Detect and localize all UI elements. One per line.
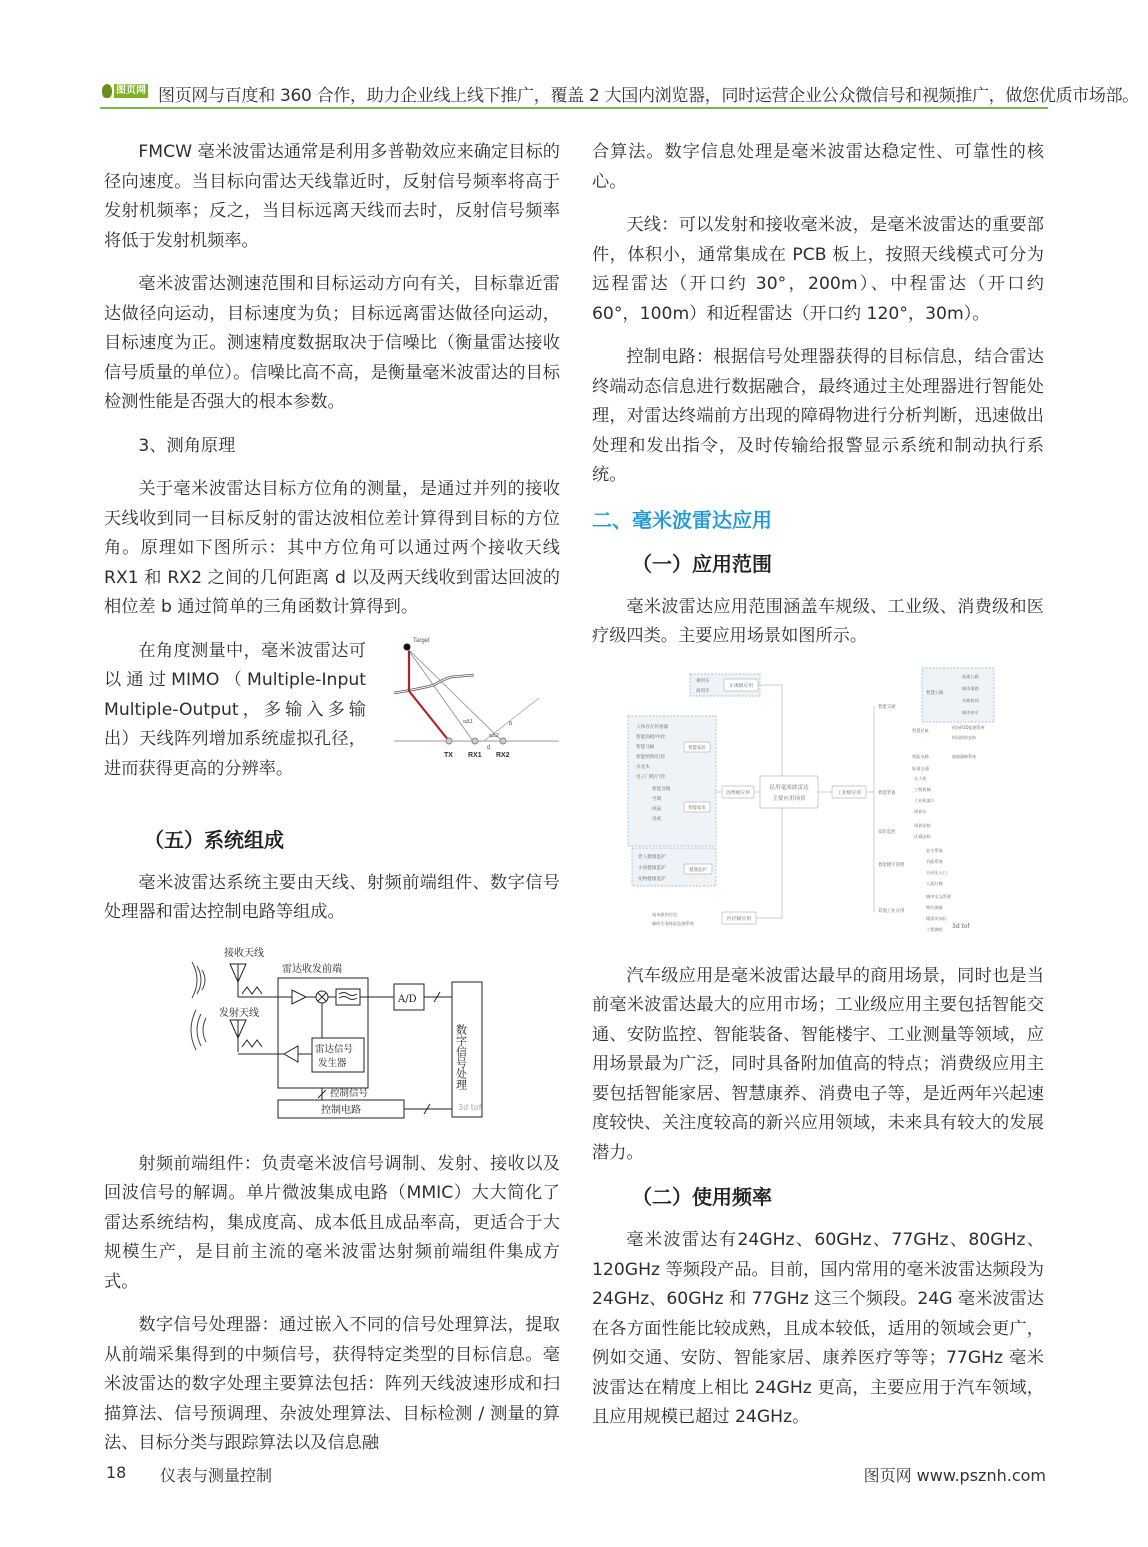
traffic-road-item: 城市停车: [962, 709, 979, 715]
section-radar-applications: 二、毫米波雷达应用: [592, 507, 772, 532]
building-item: 人流计数: [926, 880, 943, 886]
other-industrial-node: 其他工业应用: [878, 908, 905, 914]
tx-wave-icon: [203, 1018, 206, 1042]
application-mindmap: [622, 666, 1042, 938]
target-dot: [404, 643, 411, 650]
paragraph-frequency: 毫米波雷达有24GHz、60GHz、77GHz、80GHz、120GHz 等频段产品。目前，国内常用的毫米波雷达频段为24GHz、60GHz 和 77GHz 这三个频段。24G 毫米波雷达在各方面性能比较成熟，且成本较低，适用的领域会更广，例如交通、安防、智能家居、康养医疗等等；77GHz 毫米波雷达在精度上相比 24GHz 更高，主要应用于汽车领域，且应用规模已超过 24GHz。: [592, 1230, 1044, 1427]
equipment-item: 周界车: [914, 808, 927, 814]
signal-generator-label-1: 雷达信号: [315, 1043, 354, 1055]
industrial-branch-label: 工业级应用: [837, 790, 861, 796]
smart-appliance-item: 风扇: [652, 806, 662, 812]
other-industrial-item: 城市水文管理: [926, 893, 952, 899]
equipment-item: 工程机械: [914, 786, 931, 792]
other-industrial-item: 工程测绘: [926, 926, 943, 932]
filter-icon: [336, 989, 360, 1005]
smart-home-item: 水龙头: [636, 764, 650, 770]
mindmap-watermark: 3d tof: [952, 922, 970, 930]
page-number: 18: [106, 1463, 127, 1482]
header-divider: [100, 107, 1048, 109]
paragraph-system-composition: 毫米波雷达系统主要由天线、射频前端组件、数字信号处理器和雷达控制电路等组成。: [104, 872, 560, 922]
journal-name: 仪表与测量控制: [160, 1466, 273, 1485]
b-label: b: [509, 720, 513, 727]
smart-home-item: 智能马桶: [636, 744, 655, 750]
other-industrial-item: 精准风向灯: [926, 915, 947, 921]
right-column: [592, 138, 1044, 1447]
frontend-label: 雷达收发前端: [282, 963, 342, 975]
equipment-item: 无人机: [914, 775, 927, 781]
security-item: 周界安防: [914, 822, 931, 828]
wavefront-curve: [394, 675, 474, 693]
smart-appliance-item: 空调: [652, 796, 662, 802]
left-column: [104, 138, 560, 1473]
building-item: 自动出入口: [926, 869, 947, 875]
section-system-composition: （五）系统组成: [144, 827, 284, 852]
site-link[interactable]: 图页网 www.psznh.com: [863, 1466, 1046, 1485]
traffic-water-item: 船舶避障系统: [952, 753, 976, 759]
medical-item: 辅助生命体征监测系统: [652, 920, 694, 926]
control-signal-label: 控制信号: [330, 1087, 369, 1099]
signal-generator-label-2: 发生器: [318, 1057, 347, 1069]
tx-label: TX: [444, 751, 453, 759]
paragraph-antenna: 天线：可以发射和接收毫米波，是毫米波雷达的重要部件，体积小，通常集成在 PCB 板上，按照天线模式可分为远程雷达（开口约 30°，200m）、中程雷达（开口约 60°，100m）和近程雷达（开口约 120°，30m）。: [592, 215, 1044, 324]
auto-branch-label: 车规级应用: [729, 683, 753, 689]
paragraph-azimuth: 关于毫米波雷达目标方位角的测量，是通过并列的接收天线收到同一目标反射的雷达波相位差计算得到目标的方位角。原理如下图所示：其中方位角可以通过两个接收天线 RX1 和 RX2 之间的几何距离 d 以及两天线收到雷达回波的相位差 b 通过简单的三角函数计算得到。: [104, 479, 560, 617]
traffic-airport-item: 机场围界安防: [952, 734, 976, 740]
traffic-water-node: 智能水路: [912, 753, 929, 759]
other-industrial-item: 物位测量: [926, 904, 943, 910]
health-node-label: 健康监护: [689, 867, 707, 873]
equipment-node: 智能装备: [878, 790, 896, 796]
watermark-3dtof: 3d tof: [458, 1102, 482, 1112]
equipment-item: 工业机器人: [914, 797, 935, 803]
tx-antenna: [446, 738, 452, 744]
alpha1-label: αΔ1: [463, 718, 473, 725]
traffic-road-item: 高速公路: [962, 673, 979, 679]
smart-appliance-node-label: 智能家电: [688, 805, 706, 811]
traffic-road-item: 城市道路: [962, 685, 979, 691]
paragraph-speed-range: 毫米波雷达测速范围和目标运动方向有关，目标靠近雷达做径向运动，目标速度为负；目标远离雷达做径向运动，目标速度为正。测速精度数据取决于信噪比（衡量雷达接收信号质量的单位）。信噪比高不高，是衡量毫米波雷达的目标检测性能是否强大的根本参数。: [104, 274, 560, 412]
paragraph-dsp-continued: 合算法。数字信息处理是毫米波雷达稳定性、可靠性的核心。: [592, 142, 1044, 192]
traffic-airport-node: 智慧民航: [912, 727, 929, 733]
rx-chirp-icon: [242, 987, 262, 994]
mindmap-center-line2: 主要应用场景: [772, 795, 806, 802]
auto-item: 商用车: [696, 688, 710, 694]
ray-rx1: [407, 648, 473, 741]
building-item: 安全系统: [926, 847, 943, 853]
health-item: 小孩健康监护: [638, 865, 666, 871]
paragraph-mimo: 在角度测量中，毫米波雷达可以通过MIMO（Multiple-Input Multiple-Output，多输入多输出）天线阵列增加系统虚拟孔径，进而获得更高的分辨率。: [104, 640, 366, 779]
rx1-label: RX1: [468, 751, 482, 759]
security-node: 安防监控: [878, 829, 896, 835]
rx1-antenna: [472, 738, 478, 744]
dsp-label: 数字信号处理: [454, 1023, 468, 1090]
page-header: [100, 80, 1139, 110]
consumer-branch-label: 消费级应用: [726, 790, 750, 796]
alpha2-label: αΔ2: [489, 732, 499, 739]
mindmap-center: [760, 776, 818, 808]
lna-amplifier-icon: [292, 990, 306, 1004]
traffic-rail-node: 轨道交通: [912, 765, 929, 771]
d-label: d: [487, 744, 491, 751]
traffic-airport-item: 机场FOD监测系统: [952, 724, 985, 730]
paragraph-control-circuit: 控制电路：根据信号处理器获得的目标信息，结合雷达终端动态信息进行数据融合，最终通过主处理器进行智能处理，对雷达终端前方出现的障碍物进行分析判断，迅速做出处理和发出指令，及时传输给报警显示系统和制动执行系统。: [592, 347, 1044, 485]
subheading-angle-principle: 3、测角原理: [138, 435, 236, 456]
tx-chirp-icon: [242, 1040, 262, 1047]
paragraph-rf-frontend: 射频前端组件：负责毫米波信号调制、发射、接收以及回波信号的解调。单片微波集成电路（MMIC）大大简化了雷达系统结构，集成度高、成本低且成品率高，更适合于大规模生产，是目前主流的毫米波雷达射频前端组件集成方式。: [104, 1153, 560, 1292]
system-diagram-block: [104, 942, 560, 1132]
logo-flower-icon: [102, 84, 112, 98]
radar-system-block-diagram: [184, 942, 504, 1122]
rx2-label: RX2: [496, 751, 510, 759]
security-item: 区域安防: [914, 833, 931, 839]
smart-appliance-item: 电视: [652, 816, 662, 822]
smart-home-item: 人体存在传感器: [636, 724, 669, 730]
site-logo: [100, 82, 150, 102]
target-label: Target: [413, 637, 430, 644]
paragraph-application-scope: 毫米波雷达应用范围涵盖车规级、工业级、消费级和医疗级四类。主要应用场景如图所示。: [592, 596, 1044, 646]
application-mindmap-block: [592, 666, 1044, 938]
subsection-frequency: （二）使用频率: [632, 1185, 772, 1209]
smart-appliance-item: 智能音箱: [652, 786, 671, 792]
subsection-application-scope: （一）应用范围: [632, 551, 772, 576]
traffic-road-node: 智慧公路: [926, 690, 944, 696]
medical-branch-label: 医疗级应用: [727, 916, 751, 922]
control-circuit-label: 控制电路: [321, 1104, 361, 1116]
building-node: 智能楼宇管理: [878, 862, 905, 868]
ad-converter-label: A/D: [398, 993, 417, 1005]
mimo-block: [104, 637, 560, 813]
paragraph-auto-industrial-consumer: 汽车级应用是毫米波雷达最早的商用场景，同时也是当前毫米波雷达最大的应用市场；工业级应用主要包括智能交通、安防监控、智能装备、智能楼宇、工业测量等领域，应用场景最为广泛，同时具备附加值高的特点；消费级应用主要包括智能家居、智慧康养、消费电子等，是近两年兴起速度较快、关注度较高的新兴应用领域，未来具有较大的发展潜力。: [592, 965, 1044, 1163]
auto-item: 乘用车: [696, 678, 710, 684]
smart-home-item: 智能照明/灯控: [636, 754, 666, 760]
smart-home-node-label: 智能家居: [688, 745, 706, 751]
health-item: 宠物健康监护: [638, 876, 666, 882]
header-slogan: 图页网与百度和 360 合作，助力企业线上线下推广，覆盖 2 大国内浏览器，同时运营企业公众微信号和视频推广，做您优质市场部。: [158, 86, 1139, 106]
smart-home-item: 智能面板/中控: [636, 734, 666, 740]
traffic-node: 智能交通: [878, 704, 896, 710]
paragraph-fmcw-doppler: FMCW 毫米波雷达通常是利用多普勒效应来确定目标的径向速度。当目标向雷达天线靠近时，反射信号频率将高于发射机频率；反之，当目标远离天线而去时，反射信号频率将低于发射机频率。: [104, 142, 560, 251]
tx-antenna-label: 发射天线: [219, 1007, 259, 1019]
rx-antenna-label: 接收天线: [224, 947, 264, 959]
health-item: 老人健康监护: [638, 854, 666, 860]
traffic-road-item: 车路协同: [962, 697, 979, 703]
angle-measurement-figure: [389, 633, 559, 763]
rx-wave-icon: [202, 970, 205, 990]
ray-rx2: [407, 648, 502, 741]
medical-item: 毫米波治疗仪: [652, 911, 678, 917]
page-footer: [106, 1463, 1046, 1485]
mindmap-center-line1: 民用毫米波雷达: [769, 784, 809, 791]
paragraph-dsp: 数字信号处理器：通过嵌入不同的信号处理算法，提取从前端采集得到的中频信号，获得特定类型的目标信息。毫米波雷达的数字处理主要算法包括：阵列天线波速形成和扫描算法、信号预调理、杂波处理算法、目标检测 / 测量的算法、目标分类与跟踪算法以及信息融: [104, 1315, 560, 1453]
pa-amplifier-icon: [284, 1046, 298, 1062]
building-item: 节能系统: [926, 858, 943, 864]
logo-text: 图页网: [116, 85, 146, 96]
rx2-antenna: [500, 738, 506, 744]
smart-home-item: 电子门锁/门铃: [636, 774, 666, 780]
